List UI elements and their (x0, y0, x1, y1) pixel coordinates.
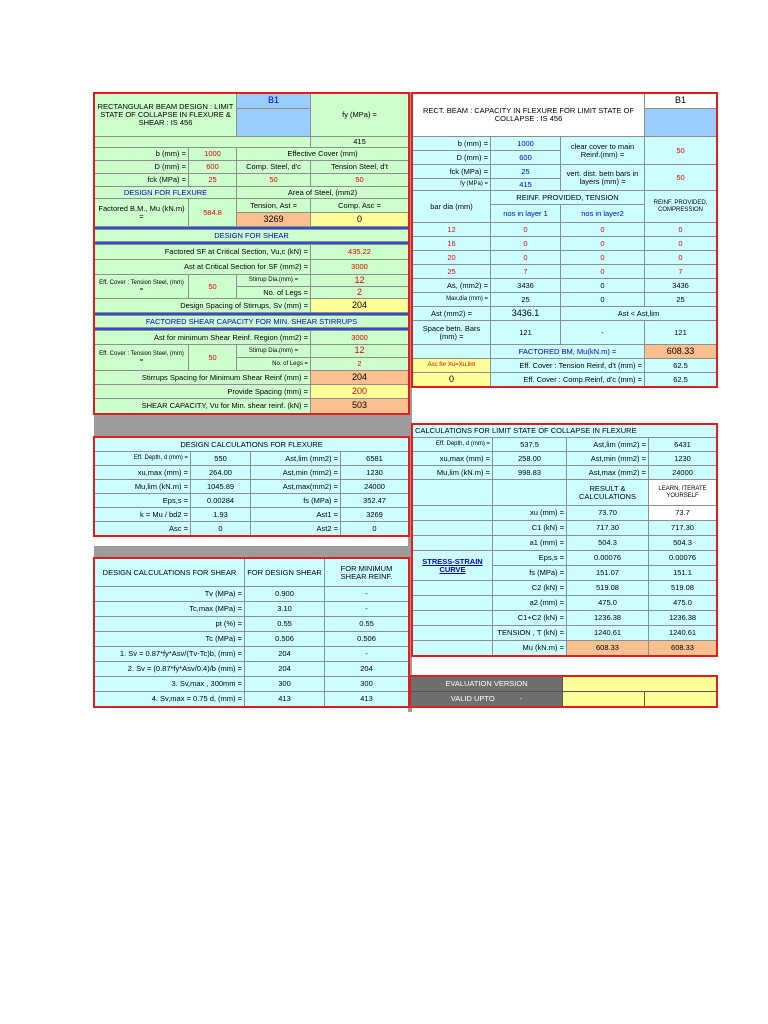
bar-layer1-value[interactable]: 7 (491, 265, 561, 279)
cap-factored-bm-label: FACTORED BM, Mu(kN.m) = (491, 345, 645, 359)
shear-row-min: 413 (325, 692, 409, 707)
evaluation-version-value (563, 677, 717, 692)
evaluation-panel (410, 676, 717, 707)
cap-calc-value: 1230 (649, 452, 717, 466)
cap-row-result: 519.08 (567, 581, 649, 596)
cap-calc-value: 998.83 (493, 466, 567, 480)
flexure-value: 24000 (341, 480, 409, 494)
shear-row-design: 204 (245, 647, 325, 662)
shear-col-min: FOR MINIMUM SHEAR REINF. (325, 559, 409, 587)
shear-row-design: 0.506 (245, 632, 325, 647)
reinf-comp-label: REINF. PROVIDED, COMPRESSION (645, 191, 717, 223)
stress-strain-link[interactable]: STRESS-STRAIN CURVE (422, 556, 483, 574)
shear-row-label: 2. Sv = (0.87*fy*Asv/0.4)/b (mm) = (95, 662, 245, 677)
flexure-value: 6581 (341, 452, 409, 466)
valid-upto-label: VALID UPTO (450, 694, 495, 704)
tension-steel-label: Tension Steel, d't (311, 161, 409, 174)
cap-calc-label: Eff. Depth, d (mm) = (413, 438, 493, 452)
bar-comp-value[interactable]: 0 (645, 223, 717, 237)
capacity-beam-id[interactable]: B1 (645, 94, 717, 109)
maxdia-comp: 25 (645, 293, 717, 307)
valid-upto-cell (411, 692, 563, 707)
eff-cover-tension-value[interactable]: 50 (189, 275, 237, 299)
ast-label: Ast (mm2) = (413, 307, 491, 321)
cap-row-iterate: 1240.61 (649, 626, 717, 641)
bar-layer1-value[interactable]: 0 (491, 237, 561, 251)
cap-row-result: 1236.38 (567, 611, 649, 626)
flexure-label: k = Mu / bd2 = (95, 508, 191, 522)
space-layer2: - (561, 321, 645, 345)
cap-calc-value: 258.00 (493, 452, 567, 466)
flexure-label: Ast1 = (251, 508, 341, 522)
asc-xulim-label: Asc for Xu=Xu,lim (413, 359, 491, 373)
as-layer2: 0 (561, 279, 645, 293)
as-label: As, (mm2) = (413, 279, 491, 293)
cap-row-result: 717.30 (567, 521, 649, 536)
shear-row-min: - (325, 587, 409, 602)
ast-value: 3436.1 (491, 307, 561, 321)
shear-row-design: 204 (245, 662, 325, 677)
reinf-tension-label: REINF. PROVIDED, TENSION (491, 191, 645, 205)
cap-calc-label: Ast,min (mm2) = (567, 452, 649, 466)
D-label: D (mm) = (95, 161, 189, 174)
cap-fy-label: fy (MPa) = (413, 179, 491, 191)
maxdia-layer2: 0 (561, 293, 645, 307)
cap-row-label: C1+C2 (kN) = (493, 611, 567, 626)
bar-layer1-value[interactable]: 0 (491, 223, 561, 237)
cap-row-result: 73.70 (567, 506, 649, 521)
cap-row-iterate: 608.33 (649, 641, 717, 656)
eff-comp-value: 62.5 (645, 373, 717, 387)
design-panel-title: RECTANGULAR BEAM DESIGN : LIMIT STATE OF COLLAPSE IN FLEXURE & SHEAR : IS 456 (95, 94, 237, 137)
valid-upto-field-2 (645, 692, 717, 707)
cap-fy-value[interactable]: 415 (491, 179, 561, 191)
flexure-value: 352.47 (341, 494, 409, 508)
as-comp: 3436 (645, 279, 717, 293)
capacity-calc-title: CALCULATIONS FOR LIMIT STATE OF COLLAPSE IN FLEXURE (413, 425, 717, 438)
bar-dia-value: 20 (413, 251, 491, 265)
maxdia-layer1: 25 (491, 293, 561, 307)
vert-dist-label: vert. dist. betn bars in layers (mm) = (561, 165, 645, 191)
bar-layer1-value[interactable]: 0 (491, 251, 561, 265)
tension-cover-value[interactable]: 50 (311, 174, 409, 187)
capacity-calc-panel (412, 424, 717, 656)
bar-dia-value: 16 (413, 237, 491, 251)
comp-steel-label: Comp. Steel, d'c (237, 161, 311, 174)
ast-sf-label: Ast at Critical Section for SF (mm2) = (95, 260, 311, 275)
capacity-panel (412, 93, 717, 387)
flexure-value: 0 (191, 522, 251, 536)
fy-label-cell (311, 94, 409, 137)
grey-band-mid (94, 546, 408, 558)
shear-row-label: Tc,max (MPa) = (95, 602, 245, 617)
cap-row-iterate: 717.30 (649, 521, 717, 536)
valid-upto-value: - (519, 694, 523, 704)
b-label: b (mm) = (95, 148, 189, 161)
factored-bm-label: Factored B.M., Mu (kN.m) = (95, 199, 189, 227)
fy-label: fy (MPa) = (342, 110, 377, 120)
legs2-label: No. of Legs = (237, 358, 311, 371)
spacing-label: Design Spacing of Stirrups, Sv (mm) = (95, 299, 311, 313)
layer1-label: nos in layer 1 (491, 205, 561, 223)
flexure-value: 1045.89 (191, 480, 251, 494)
shear-row-design: 413 (245, 692, 325, 707)
shear-row-label: Tc (MPa) = (95, 632, 245, 647)
shear-capacity-value: 503 (311, 399, 409, 414)
cap-row-label: TENSION , T (kN) = (493, 626, 567, 641)
bar-layer2-value[interactable]: 0 (561, 237, 645, 251)
flexure-value: 1.93 (191, 508, 251, 522)
shear-row-design: 0.55 (245, 617, 325, 632)
shear-row-label: 3. Sv,max , 300mm = (95, 677, 245, 692)
shear-row-label: pt (%) = (95, 617, 245, 632)
ast-note: Ast < Ast,lim (561, 307, 717, 321)
grey-band-left (94, 412, 408, 436)
stirrup-dia-value[interactable]: 12 (311, 275, 409, 287)
space-label: Space betn. Bars (mm) = (413, 321, 491, 345)
shear-row-label: 1. Sv = 0.87*fy*Asv/(Tv-Tc)b, (mm) = (95, 647, 245, 662)
eff-cover-label: Effective Cover (mm) (237, 148, 409, 161)
provide-spacing-label: Provide Spacing (mm) = (95, 385, 311, 399)
shear-row-design: 3.10 (245, 602, 325, 617)
ast-min-value[interactable]: 3000 (311, 331, 409, 345)
cap-row-iterate: 1236.38 (649, 611, 717, 626)
cap-factored-bm-value: 608.33 (645, 345, 717, 359)
cap-row-result: 608.33 (567, 641, 649, 656)
flexure-label: Ast,max(mm2) = (251, 480, 341, 494)
cap-b-label: b (mm) = (413, 137, 491, 151)
eff-cover-tension2-label: Eff. Cover : Tension Steel, (mm) = (95, 345, 189, 371)
cap-row-label: Mu (kN.m) = (493, 641, 567, 656)
shear-capacity-label: SHEAR CAPACITY, Vu for Min. shear reinf. (kN) = (95, 399, 311, 414)
space-comp: 121 (645, 321, 717, 345)
flexure-label: Ast,min (mm2) = (251, 466, 341, 480)
bar-comp-value[interactable]: 0 (645, 237, 717, 251)
vert-dist-value[interactable]: 50 (645, 165, 717, 191)
flexure-label: Eff. Depth, d (mm) = (95, 452, 191, 466)
flexure-value: 3269 (341, 508, 409, 522)
flexure-label: Ast2 = (251, 522, 341, 536)
cap-fck-label: fck (MPa) = (413, 165, 491, 179)
cap-row-iterate: 151.1 (649, 566, 717, 581)
fck-label: fck (MPa) = (95, 174, 189, 187)
flexure-label: xu,max (mm) = (95, 466, 191, 480)
bar-dia-value: 25 (413, 265, 491, 279)
flexure-value: 264.00 (191, 466, 251, 480)
cap-row-result: 504.3 (567, 536, 649, 551)
cap-row-result: 0.00076 (567, 551, 649, 566)
shear-calc-panel (94, 558, 409, 707)
cap-row-iterate: 0.00076 (649, 551, 717, 566)
cap-calc-label: xu,max (mm) = (413, 452, 493, 466)
evaluation-version-label: EVALUATION VERSION (411, 677, 563, 692)
legs-value[interactable]: 2 (311, 287, 409, 299)
beam-id-input-area[interactable] (237, 109, 311, 137)
shear-row-min: 300 (325, 677, 409, 692)
flexure-value: 1230 (341, 466, 409, 480)
comp-cover-value[interactable]: 50 (237, 174, 311, 187)
learn-iterate-label: LEARN, ITERATE YOURSELF (649, 480, 717, 506)
eff-cover-tension-label: Eff. Cover : Tension Steel, (mm) = (95, 275, 189, 299)
fck-value[interactable]: 25 (189, 174, 237, 187)
factored-bm-value[interactable]: 584.8 (189, 199, 237, 227)
stirrup-dia2-value[interactable]: 12 (311, 345, 409, 358)
flexure-calc-panel (94, 437, 409, 536)
legs-label: No. of Legs = (237, 287, 311, 299)
min-spacing-value: 204 (311, 371, 409, 385)
flexure-label: Mu,lim (kN.m) = (95, 480, 191, 494)
cap-row-label: C1 (kN) = (493, 521, 567, 536)
bar-layer2-value[interactable]: 0 (561, 265, 645, 279)
legs2-value[interactable]: 2 (311, 358, 409, 371)
shear-row-min: - (325, 647, 409, 662)
valid-upto-field (563, 692, 645, 707)
cap-calc-value: 537.5 (493, 438, 567, 452)
flexure-label: Ast,lim (mm2) = (251, 452, 341, 466)
cap-row-label: a1 (mm) = (493, 536, 567, 551)
result-calc-label: RESULT & CALCULATIONS (567, 480, 649, 506)
b-value[interactable]: 1000 (189, 148, 237, 161)
flexure-label: Eps,s = (95, 494, 191, 508)
eff-tension-value: 62.5 (645, 359, 717, 373)
flexure-label: fs (MPa) = (251, 494, 341, 508)
eff-comp-label: Eff. Cover : Comp.Reinf, d'c (mm) = (491, 373, 645, 387)
clear-cover-label: clear cover to main Reinf.(mm) = (561, 137, 645, 165)
cap-D-label: D (mm) = (413, 151, 491, 165)
shear-row-label: 4. Sv,max = 0.75 d, (mm) = (95, 692, 245, 707)
shear-calc-title: DESIGN CALCULATIONS FOR SHEAR (95, 559, 245, 587)
cap-calc-label: Ast,max (mm2) = (567, 466, 649, 480)
cap-row-label: fs (MPa) = (493, 566, 567, 581)
as-layer1: 3436 (491, 279, 561, 293)
eff-cover-tension2-value[interactable]: 50 (189, 345, 237, 371)
cap-row-result: 1240.61 (567, 626, 649, 641)
cap-row-iterate: 475.0 (649, 596, 717, 611)
cap-fck-value[interactable]: 25 (491, 165, 561, 179)
min-spacing-label: Stirrups Spacing for Minimum Shear Reinf (mm) = (95, 371, 311, 385)
shear-row-design: 300 (245, 677, 325, 692)
flexure-label: Asc = (95, 522, 191, 536)
bar-comp-value[interactable]: 0 (645, 251, 717, 265)
cap-b-value[interactable]: 1000 (491, 137, 561, 151)
design-shear-label: DESIGN FOR SHEAR (95, 230, 409, 242)
ast-min-label: Ast for minimum Shear Reinf. Region (mm2) = (95, 331, 311, 345)
flexure-value: 0.00284 (191, 494, 251, 508)
space-layer1: 121 (491, 321, 561, 345)
shear-row-design: 0.900 (245, 587, 325, 602)
shear-row-min: 204 (325, 662, 409, 677)
cap-calc-label: Ast,lim (mm2) = (567, 438, 649, 452)
shear-row-min: 0.506 (325, 632, 409, 647)
fy-value[interactable]: 415 (311, 137, 409, 148)
spacing-value: 204 (311, 299, 409, 313)
provide-spacing-value[interactable]: 200 (311, 385, 409, 399)
cap-calc-label: Mu,lim (kN.m) = (413, 466, 493, 480)
ast-sf-value[interactable]: 3000 (311, 260, 409, 275)
cap-row-label: C2 (kN) = (493, 581, 567, 596)
layer2-label: nos in layer2 (561, 205, 645, 223)
cap-calc-value: 24000 (649, 466, 717, 480)
cap-row-iterate: 504.3 (649, 536, 717, 551)
area-steel-label: Area of Steel, (mm2) (237, 187, 409, 199)
tension-ast-label: Tension, Ast = (237, 199, 311, 213)
stress-strain-link-cell[interactable] (413, 551, 493, 581)
flexure-value: 0 (341, 522, 409, 536)
clear-cover-value[interactable]: 50 (645, 137, 717, 165)
bar-comp-value[interactable]: 7 (645, 265, 717, 279)
cap-row-result: 475.0 (567, 596, 649, 611)
beam-id[interactable]: B1 (237, 94, 311, 109)
bar-dia-value: 12 (413, 223, 491, 237)
bar-dia-label: bar dia (mm) (413, 191, 491, 223)
flexure-calc-title: DESIGN CALCULATIONS FOR FLEXURE (95, 438, 409, 452)
capacity-title: RECT. BEAM : CAPACITY IN FLEXURE FOR LIMIT STATE OF COLLAPSE : IS 456 (413, 94, 645, 137)
eff-tension-label: Eff. Cover : Tension Reinf, d't (mm) = (491, 359, 645, 373)
comp-asc-label: Comp. Asc = (311, 199, 409, 213)
maxdia-label: Max.dia (mm) = (413, 293, 491, 307)
cap-D-value[interactable]: 600 (491, 151, 561, 165)
tension-ast-value: 3269 (237, 213, 311, 227)
D-value[interactable]: 600 (189, 161, 237, 174)
cap-row-label: xu (mm) = (493, 506, 567, 521)
shear-col-design: FOR DESIGN SHEAR (245, 559, 325, 587)
beam-design-panel (94, 93, 409, 414)
bar-layer2-value[interactable]: 0 (561, 223, 645, 237)
cap-row-iterate: 519.08 (649, 581, 717, 596)
cap-row-iterate[interactable]: 73.7 (649, 506, 717, 521)
flexure-value: 550 (191, 452, 251, 466)
shear-row-min: 0.55 (325, 617, 409, 632)
stirrup-dia2-label: Stirrup Dia.(mm) = (237, 345, 311, 358)
capacity-beam-input[interactable] (645, 109, 717, 137)
cap-row-result: 151.07 (567, 566, 649, 581)
cap-row-label: Eps,s = (493, 551, 567, 566)
cap-calc-value: 6431 (649, 438, 717, 452)
comp-asc-value: 0 (311, 213, 409, 227)
shear-row-label: Tv (MPa) = (95, 587, 245, 602)
sf-value[interactable]: 435.22 (311, 245, 409, 260)
min-shear-label: FACTORED SHEAR CAPACITY FOR MIN. SHEAR STIRRUPS (95, 316, 409, 328)
stirrup-dia-label: Stirrup Dia.(mm) = (237, 275, 311, 287)
design-flexure-label: DESIGN FOR FLEXURE (95, 187, 237, 199)
bar-layer2-value[interactable]: 0 (561, 251, 645, 265)
asc-xulim-value: 0 (413, 373, 491, 387)
cap-row-label: a2 (mm) = (493, 596, 567, 611)
sf-label: Factored SF at Critical Section, Vu,c (kN) = (95, 245, 311, 260)
shear-row-min: - (325, 602, 409, 617)
